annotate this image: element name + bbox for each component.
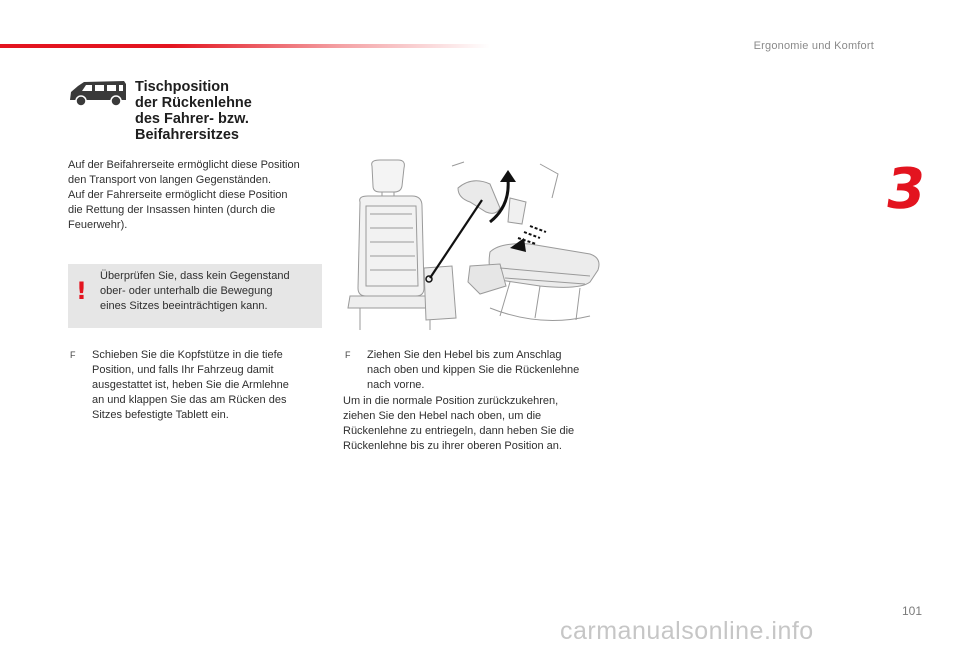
warning-text xyxy=(100,269,315,314)
title-line: des Fahrer- bzw. xyxy=(135,111,249,127)
watermark: carmanualsonline.info xyxy=(560,617,814,645)
section-title: Ergonomie und Komfort xyxy=(753,40,874,52)
warning-line: ober- oder unterhalb die Bewegung xyxy=(100,285,273,297)
step-line: Sitzes befestigte Tablett ein. xyxy=(92,409,229,421)
step-line: nach vorne. xyxy=(367,379,425,391)
warning-line: eines Sitzes beeinträchtigen kann. xyxy=(100,300,268,312)
step-line: an und klappen Sie das am Rücken des xyxy=(92,394,287,406)
seat-table-illustration xyxy=(340,158,610,334)
step-one-text xyxy=(92,348,289,423)
title-line: der Rückenlehne xyxy=(135,95,252,111)
step-line: Position, und falls Ihr Fahrzeug damit xyxy=(92,364,274,376)
step-one xyxy=(70,348,320,428)
bullet-marker: F xyxy=(345,350,351,360)
step-two-text xyxy=(367,348,579,393)
step-line: nach oben und kippen Sie die Rückenlehne xyxy=(367,364,580,376)
return-line: Rückenlehne bis zu ihrer oberen Position an. xyxy=(343,440,562,452)
bullet-marker: F xyxy=(70,350,76,360)
step-line: Schieben Sie die Kopfstütze in die tiefe xyxy=(92,349,283,361)
exclamation-icon: ! xyxy=(76,277,87,305)
intro-paragraph xyxy=(68,158,333,233)
page-number: 101 xyxy=(901,604,922,618)
page-title xyxy=(135,79,295,143)
warning-line: Überprüfen Sie, dass kein Gegenstand xyxy=(100,270,290,282)
return-line: ziehen Sie den Hebel nach oben, um die xyxy=(343,410,542,422)
warning-box xyxy=(68,264,322,328)
return-line: Um in die normale Position zurückzukehren, xyxy=(343,395,559,407)
intro-line: den Transport von langen Gegenständen. xyxy=(68,174,272,186)
return-instructions xyxy=(343,394,613,454)
step-line: ausgestattet ist, heben Sie die Armlehne xyxy=(92,379,289,391)
step-two xyxy=(345,348,610,398)
header-accent-bar xyxy=(0,44,490,48)
title-line: Beifahrersitzes xyxy=(135,127,239,143)
intro-line: die Rettung der Insassen hinten (durch die xyxy=(68,204,276,216)
chapter-number: 3 xyxy=(881,157,930,222)
intro-line: Auf der Fahrerseite ermöglicht diese Position xyxy=(68,189,288,201)
title-line: Tischposition xyxy=(135,79,229,95)
step-line: Ziehen Sie den Hebel bis zum Anschlag xyxy=(367,349,562,361)
intro-line: Feuerwehr). xyxy=(68,219,128,231)
return-line: Rückenlehne zu entriegeln, dann heben Sie die xyxy=(343,425,575,437)
van-icon xyxy=(68,78,128,108)
intro-line: Auf der Beifahrerseite ermöglicht diese Position xyxy=(68,159,300,171)
